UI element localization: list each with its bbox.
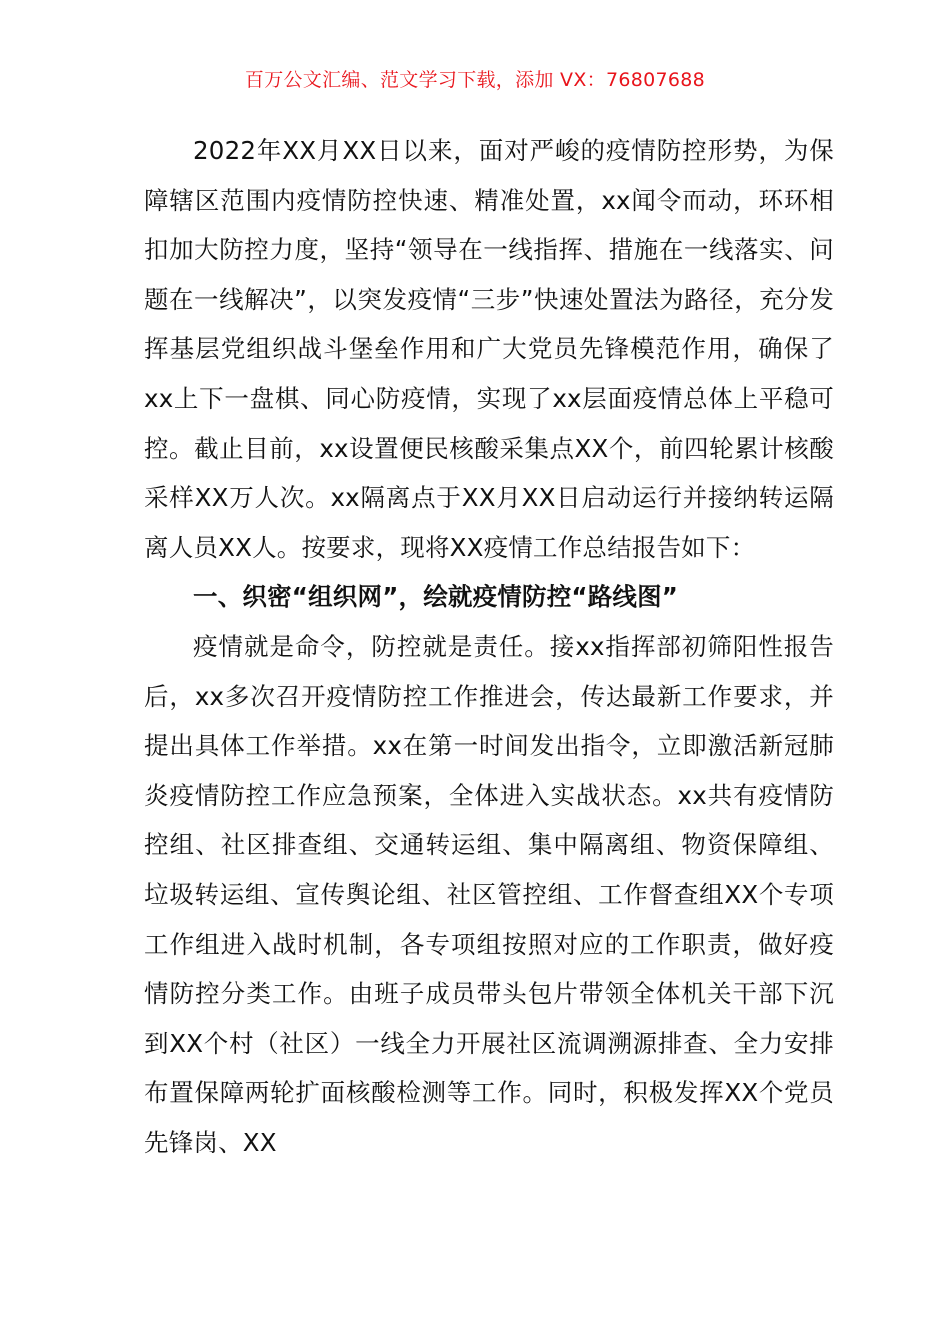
document-body (144, 126, 834, 1167)
section-heading-1: 一、织密“组织网”，绘就疫情防控“路线图” (193, 582, 679, 612)
header-banner: 百万公文汇编、范文学习下载，添加 VX：76807688 (244, 69, 706, 91)
intro-paragraph: 2022年XX月XX日以来，面对严峻的疫情防控形势，为保障辖区范围内疫情防控快速、精准处置，xx闻令而动，环环相扣加大防控力度，坚持“领导在一线指挥、措施在一线落实、问题在一线解决”，以突发疫情“三步”快速处置法为路径，充分发挥基层党组织战斗堡垒作用和广大党员先锋模范作用，确保了xx上下一盘棋、同心防疫情，实现了xx层面疫情总体上平稳可控。截止目前，xx设置便民核酸采集点XX个，前四轮累计核酸采样XX万人次。xx隔离点于XX月XX日启动运行并接纳转运隔离人员XX人。按要求，现将XX疫情工作总结报告如下： (144, 136, 834, 562)
section-1-paragraph: 疫情就是命令，防控就是责任。接xx指挥部初筛阳性报告后，xx多次召开疫情防控工作推进会，传达最新工作要求，并提出具体工作举措。xx在第一时间发出指令，立即激活新冠肺炎疫情防控工作应急预案，全体进入实战状态。xx共有疫情防控组、社区排查组、交通转运组、集中隔离组、物资保障组、垃圾转运组、宣传舆论组、社区管控组、工作督查组XX个专项工作组进入战时机制，各专项组按照对应的工作职责，做好疫情防控分类工作。由班子成员带头包片带领全体机关干部下沉到XX个村（社区）一线全力开展社区流调溯源排查、全力安排布置保障两轮扩面核酸检测等工作。同时，积极发挥XX个党员先锋岗、XX (144, 631, 834, 1157)
